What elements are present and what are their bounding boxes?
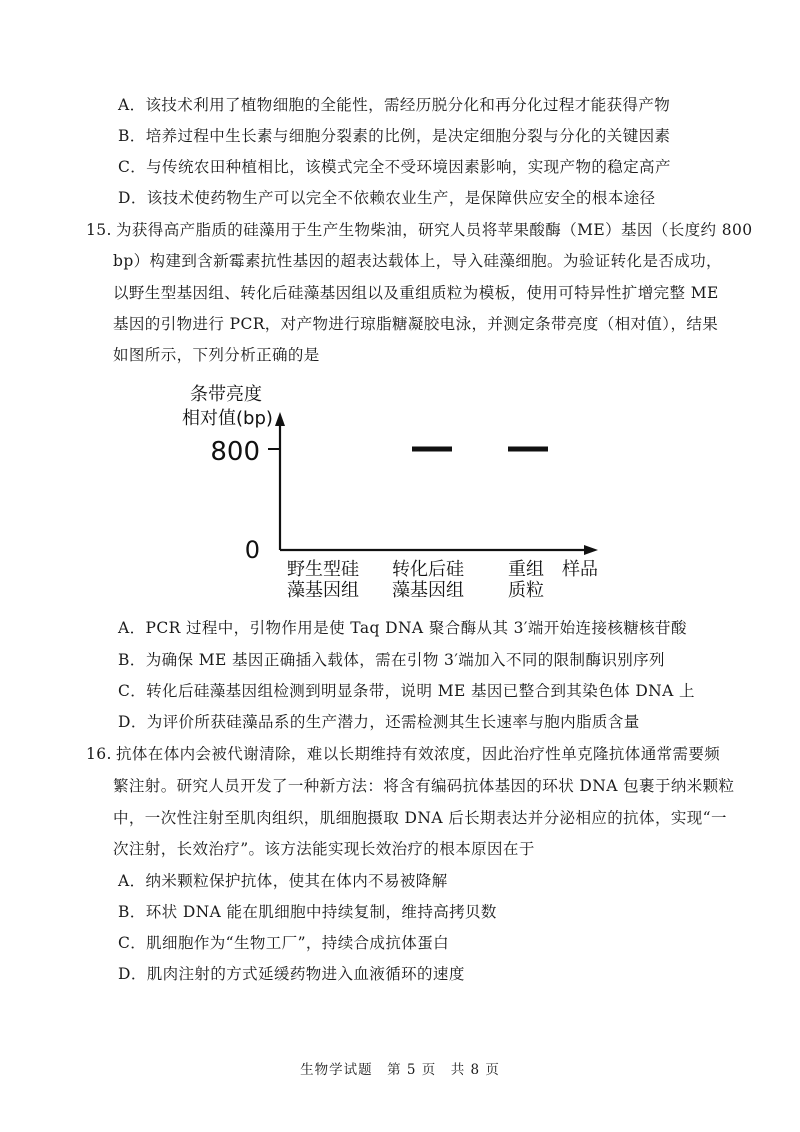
q15-option-d: D．为评价所获硅藻品系的生产潜力，还需检测其生长速率与胞内脂质含量 bbox=[118, 713, 640, 731]
y-tick-label-800: 800 bbox=[210, 437, 260, 467]
q16-option-d: D．肌肉注射的方式延缓药物进入血液循环的速度 bbox=[118, 965, 465, 983]
x-category-label-plasmid-line1: 重组 bbox=[508, 559, 544, 580]
x-category-label-wild-type-line2: 藻基因组 bbox=[287, 580, 359, 601]
q16-option-a: A．纳米颗粒保护抗体，使其在体内不易被降解 bbox=[118, 872, 448, 890]
q16-number: 16. bbox=[86, 745, 112, 763]
x-category-label-wild-type-line1: 野生型硅 bbox=[287, 559, 359, 580]
x-category-label-transformed-line2: 藻基因组 bbox=[392, 580, 464, 601]
y-axis-arrow bbox=[275, 412, 285, 426]
origin-label: 0 bbox=[244, 536, 260, 564]
q15-option-b: B．为确保 ME 基因正确插入载体，需在引物 3′端加入不同的限制酶识别序列 bbox=[118, 651, 665, 669]
q16-stem-line: 繁注射。研究人员开发了一种新方法：将含有编码抗体基因的环状 DNA 包裹于纳米颗粒 bbox=[113, 777, 735, 795]
q16-stem-line: 抗体在体内会被代谢清除，难以长期维持有效浓度，因此治疗性单克隆抗体通常需要频 bbox=[116, 745, 721, 763]
q15-stem-line: bp）构建到含新霉素抗性基因的超表达载体上，导入硅藻细胞。为验证转化是否成功， bbox=[113, 252, 722, 270]
q16-option-c: C．肌细胞作为“生物工厂”，持续合成抗体蛋白 bbox=[118, 934, 450, 952]
q16-option-b: B．环状 DNA 能在肌细胞中持续复制，维持高拷贝数 bbox=[118, 903, 497, 921]
x-category-label-plasmid-line2: 质粒 bbox=[508, 580, 544, 601]
y-axis-label-line1: 条带亮度 bbox=[190, 384, 262, 405]
q14-option-d: D．该技术使药物生产可以完全不依赖农业生产，是保障供应安全的根本途径 bbox=[118, 189, 656, 207]
q16-stem-line: 次注射，长效治疗”。该方法能实现长效治疗的根本原因在于 bbox=[113, 840, 535, 858]
q15-option-a: A．PCR 过程中，引物作用是使 Taq DNA 聚合酶从其 3′端开始连接核糖核苷酸 bbox=[118, 619, 687, 637]
q15-number: 15. bbox=[86, 221, 112, 239]
q15-stem-line: 如图所示，下列分析正确的是 bbox=[113, 346, 320, 364]
q15-stem-line: 基因的引物进行 PCR，对产物进行琼脂糖凝胶电泳，并测定条带亮度（相对值），结果 bbox=[113, 315, 719, 333]
x-axis-arrow bbox=[584, 545, 598, 555]
q15-option-c: C．转化后硅藻基因组检测到明显条带，说明 ME 基因已整合到其染色体 DNA 上 bbox=[118, 682, 695, 700]
q15-stem-line: 以野生型基因组、转化后硅藻基因组以及重组质粒为模板，使用可特异性扩增完整 ME bbox=[113, 284, 719, 302]
x-category-label-transformed-line1: 转化后硅 bbox=[392, 559, 464, 580]
q14-option-a: A．该技术利用了植物细胞的全能性，需经历脱分化和再分化过程才能获得产物 bbox=[118, 96, 671, 114]
q14-option-c: C．与传统农田种植相比，该模式完全不受环境因素影响，实现产物的稳定高产 bbox=[118, 158, 671, 176]
q14-option-b: B．培养过程中生长素与细胞分裂素的比例，是决定细胞分裂与分化的关键因素 bbox=[118, 127, 671, 145]
q15-stem-line: 为获得高产脂质的硅藻用于生产生物柴油，研究人员将苹果酸酶（ME）基因（长度约 800 bbox=[116, 221, 753, 239]
y-axis-label-line2: 相对值(bp) bbox=[182, 408, 273, 429]
x-axis-label: 样品 bbox=[562, 559, 598, 580]
page-footer: 生物学试题 第 5 页 共 8 页 bbox=[300, 1062, 500, 1078]
gel-band-chart bbox=[180, 372, 620, 602]
q16-stem-line: 中，一次性注射至肌肉组织，肌细胞摄取 DNA 后长期表达并分泌相应的抗体，实现“一 bbox=[113, 809, 727, 827]
